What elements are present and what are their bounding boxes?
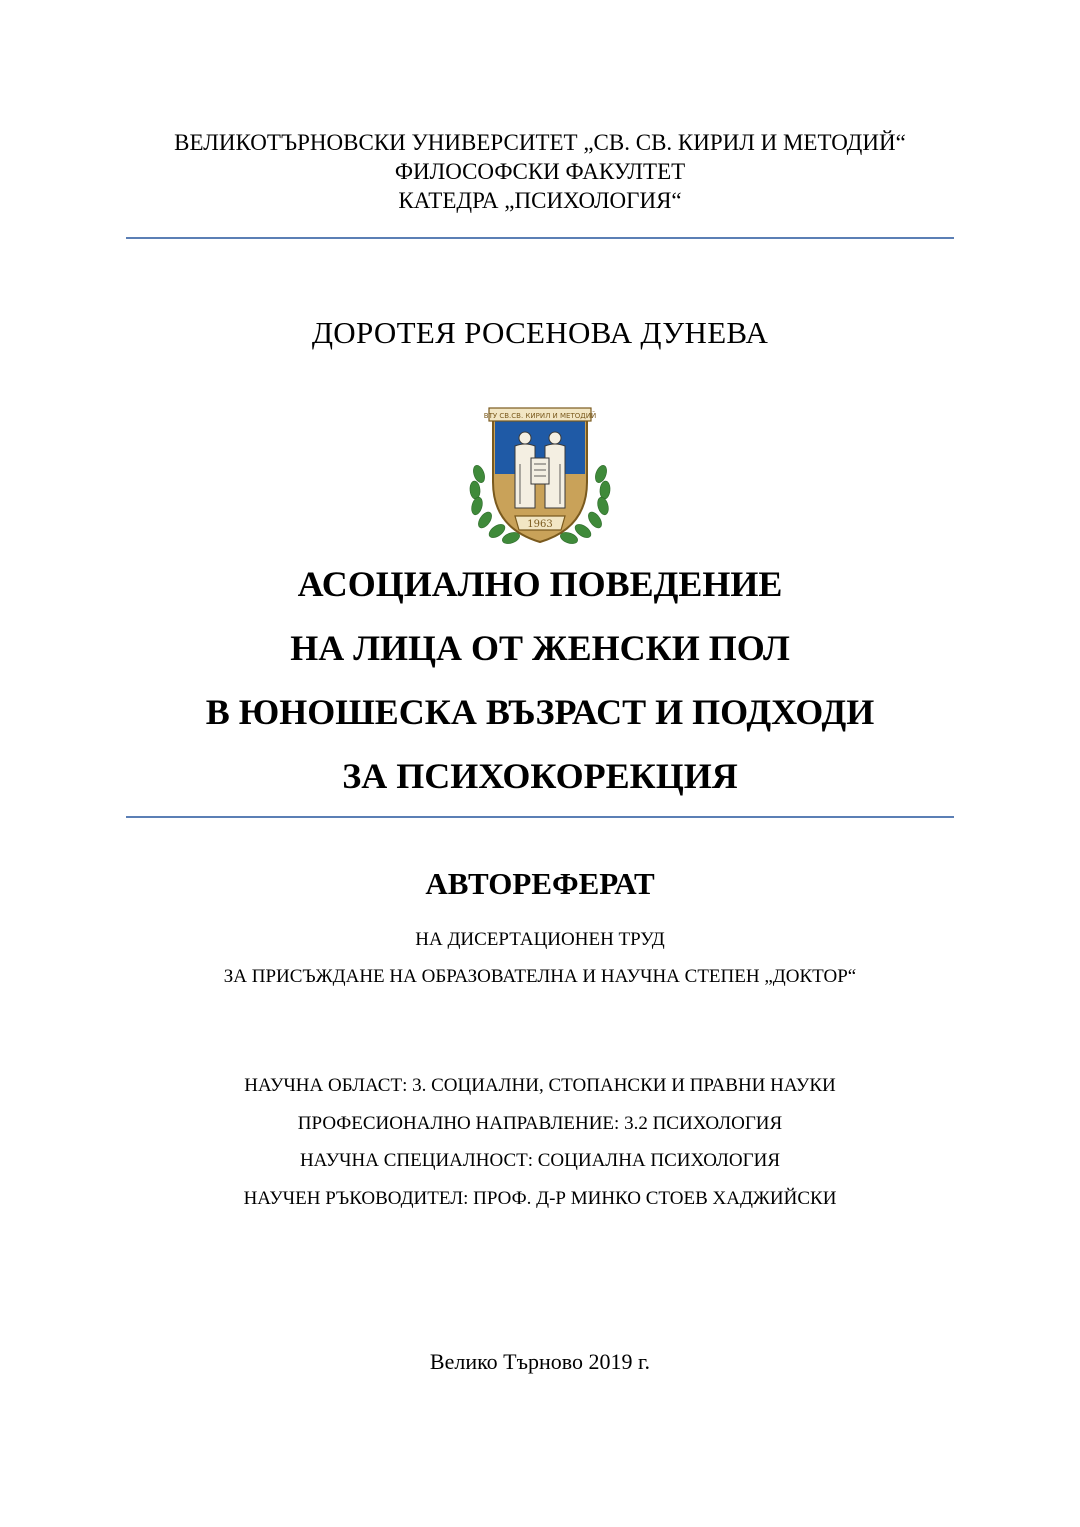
dissertation-title [0,552,1080,808]
title-line: В ЮНОШЕСКА ВЪЗРАСТ И ПОДХОДИ [205,692,875,732]
title-divider [126,816,954,818]
place-and-year: Велико Търново 2019 г. [429,1349,651,1374]
faculty-name: ФИЛОСОФСКИ ФАКУЛТЕТ [394,159,686,184]
crest-ribbon-text: ВТУ СВ.СВ. КИРИЛ И МЕТОДИЙ [483,412,597,420]
department-name: КАТЕДРА „ПСИХОЛОГИЯ“ [398,188,682,213]
university-crest [465,404,615,550]
scientific-supervisor: НАУЧЕН РЪКОВОДИТЕЛ: ПРОФ. Д-Р МИНКО СТОЕВ ХАДЖИЙСКИ [243,1187,837,1209]
document-header [0,128,1080,215]
abstract-subtitle-line: ЗА ПРИСЪЖДАНЕ НА ОБРАЗОВАТЕЛНА И НАУЧНА СТЕПЕН „ДОКТОР“ [223,966,857,987]
dissertation-metadata [0,1067,1080,1217]
scientific-specialty: НАУЧНА СПЕЦИАЛНОСТ: СОЦИАЛНА ПСИХОЛОГИЯ [299,1150,781,1171]
title-line: НА ЛИЦА ОТ ЖЕНСКИ ПОЛ [290,628,790,668]
professional-direction: ПРОФЕСИОНАЛНО НАПРАВЛЕНИЕ: 3.2 ПСИХОЛОГИЯ [297,1112,783,1134]
scientific-field: НАУЧНА ОБЛАСТ: 3. СОЦИАЛНИ, СТОПАНСКИ И ПРАВНИ НАУКИ [244,1075,836,1096]
author-name: ДОРОТЕЯ РОСЕНОВА ДУНЕВА [311,315,769,350]
abstract-heading: АВТОРЕФЕРАТ [425,866,655,901]
title-line: АСОЦИАЛНО ПОВЕДЕНИЕ [297,564,783,604]
abstract-subtitle [0,921,1080,995]
title-line: ЗА ПСИХОКОРЕКЦИЯ [342,756,738,796]
abstract-subtitle-line: НА ДИСЕРТАЦИОНЕН ТРУД [415,929,665,950]
top-divider [126,237,954,239]
crest-year: 1963 [527,519,553,530]
university-name: ВЕЛИКОТЪРНОВСКИ УНИВЕРСИТЕТ „СВ. СВ. КИРИЛ И МЕТОДИЙ“ [174,130,906,155]
